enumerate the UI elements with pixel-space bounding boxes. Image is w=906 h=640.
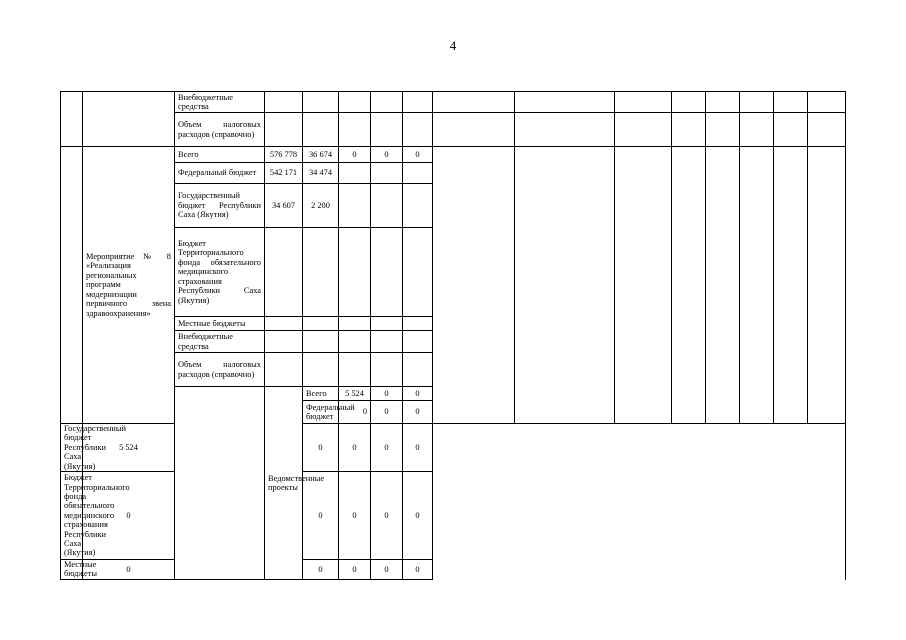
value-cell: 576 778 — [265, 147, 303, 163]
value-cell: 0 — [339, 401, 371, 424]
value-cell: 34 474 — [303, 163, 339, 184]
measure-title: Мероприятие № 8 «Реализация региональных программ модернизации первичного звена здравоохранения» — [83, 147, 175, 424]
value-cell: 0 — [83, 472, 175, 560]
value-cell: 0 — [403, 424, 433, 472]
source-label: Государственный бюджет Республики Саха (Якутия) — [175, 184, 265, 228]
value-cell: 0 — [403, 387, 433, 401]
value-cell: 0 — [371, 424, 403, 472]
source-label: Местные бюджеты — [175, 317, 265, 331]
source-label: Внебюджетные средства — [175, 331, 265, 353]
value-cell: 542 171 — [265, 163, 303, 184]
value-cell: 0 — [339, 147, 371, 163]
source-label: Объем налоговых расходов (справочно) — [175, 113, 265, 147]
value-cell: 0 — [371, 401, 403, 424]
empty-cell — [83, 92, 175, 147]
source-label: Объем налоговых расходов (справочно) — [175, 353, 265, 387]
value-cell: 0 — [303, 424, 339, 472]
empty-cell — [61, 92, 83, 147]
value-cell: 0 — [403, 472, 433, 560]
table-row — [61, 113, 846, 147]
program-table — [60, 91, 846, 580]
source-label: Всего — [303, 387, 339, 401]
indicator-cell — [515, 147, 615, 424]
executor-cell — [433, 147, 515, 424]
value-cell: 0 — [403, 147, 433, 163]
value-cell: 0 — [83, 560, 175, 580]
value-cell: 34 607 — [265, 184, 303, 228]
value-cell: 0 — [303, 472, 339, 560]
source-label: Внебюджетные средства — [175, 92, 265, 113]
source-label: Государственный бюджет Республики Саха (Якутия) — [61, 424, 83, 472]
value-cell: 0 — [339, 424, 371, 472]
value-cell: 0 — [371, 387, 403, 401]
table-row — [61, 147, 846, 163]
value-cell: 0 — [339, 560, 371, 580]
value-cell: 0 — [371, 472, 403, 560]
value-cell: 0 — [403, 401, 433, 424]
value-cell: 0 — [371, 560, 403, 580]
vedom-title: Ведомственные проекты — [265, 387, 303, 580]
source-label: Бюджет Территориального фонда обязательного медицинского страхования Республики Саха (Якутия) — [61, 472, 83, 560]
value-cell: 36 674 — [303, 147, 339, 163]
value-cell: 5 524 — [339, 387, 371, 401]
source-label: Федеральный бюджет — [175, 163, 265, 184]
source-label: Местные бюджеты — [61, 560, 83, 580]
value-cell: 0 — [403, 560, 433, 580]
value-cell: 0 — [371, 147, 403, 163]
empty-cell — [61, 147, 83, 424]
value-cell: 5 524 — [83, 424, 175, 472]
source-label: Федеральный бюджет — [303, 401, 339, 424]
source-label: Бюджет Территориального фонда обязательного медицинского страхования Республики Саха (Якутия) — [175, 228, 265, 317]
source-label: Всего — [175, 147, 265, 163]
empty-cell — [175, 387, 265, 580]
value-cell: 0 — [339, 472, 371, 560]
value-cell: 2 200 — [303, 184, 339, 228]
table-row — [61, 92, 846, 113]
page-number: 4 — [449, 38, 457, 53]
value-cell: 0 — [303, 560, 339, 580]
